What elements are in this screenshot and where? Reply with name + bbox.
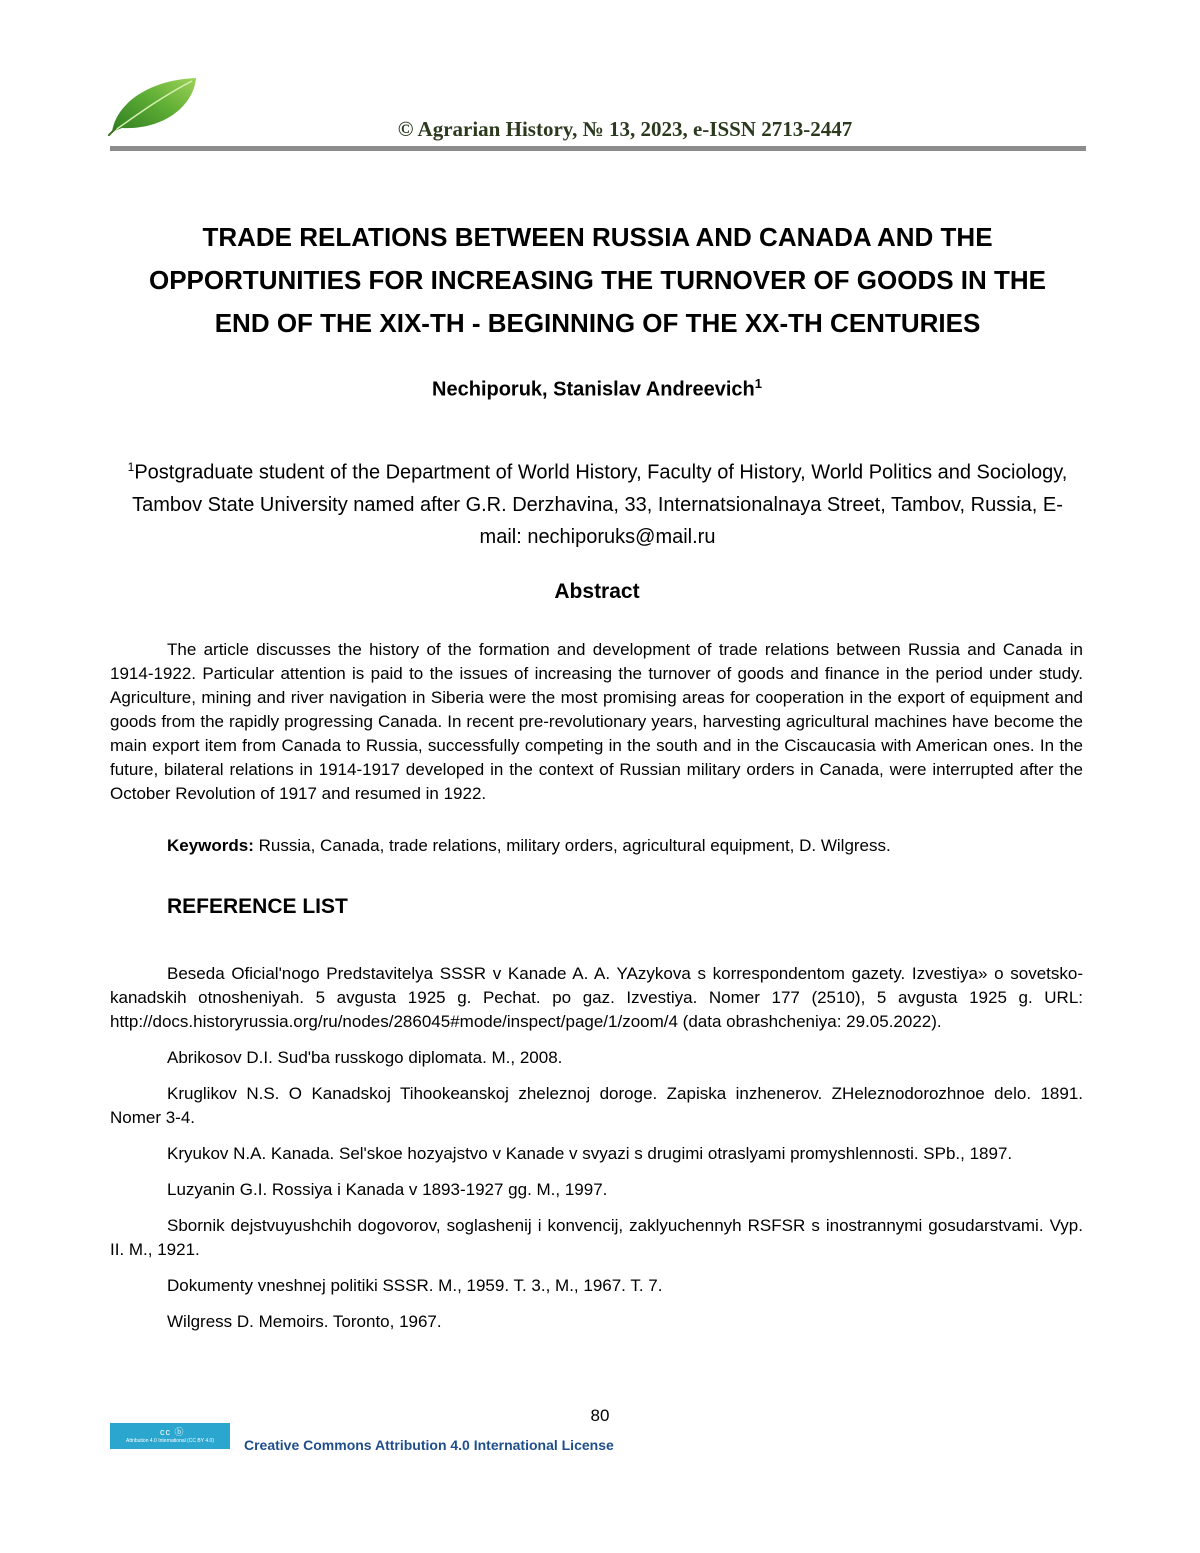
author-sup: 1 <box>754 376 762 391</box>
reference-heading: REFERENCE LIST <box>167 895 348 918</box>
affiliation-sup: 1 <box>127 460 135 474</box>
reference-item: Beseda Oficial'nogo Predstavitelya SSSR v Kanade A. A. YAzykova s korrespondentom gazety. Izvestiya» o sovetsko-kanadskih otnosheniyah. 5 avgusta 1925 g. Pechat. po gaz. Izvestiya. Nomer 177 (2510), 5 avgusta 1925 g. URL: http://docs.historyrussia.org/ru/nodes/286045#mode/inspect/page/1/zoom/4 (data obrashcheniya: 29.05.2022). <box>110 964 1083 1031</box>
reference-item: Dokumenty vneshnej politiki SSSR. M., 1959. T. 3., M., 1967. T. 7. <box>167 1276 663 1295</box>
title-line: OPPORTUNITIES FOR INCREASING THE TURNOVER OF GOODS IN THE <box>148 265 1047 295</box>
cc-license-badge[interactable] <box>110 1423 230 1449</box>
article-title <box>100 216 1095 345</box>
abstract-text: The article discusses the history of the formation and development of trade relations between Russia and Canada in 1914-1922. Particular attention is paid to the issues of increasing the turnover of goods and finance in the period under study. Agriculture, mining and river navigation in Siberia were the most promising areas for cooperation in the export of equipment and goods from the rapidly progressing Canada. In recent pre-revolutionary years, harvesting agricultural machines have become the main export item from Canada to Russia, successfully competing in the south and in the Ciscaucasia with American ones. In the future, bilateral relations in 1914-1917 developed in the context of Russian military orders in Canada, were interrupted after the October Revolution of 1917 and resumed in 1922. <box>110 640 1083 803</box>
author-name: Nechiporuk, Stanislav Andreevich <box>432 378 755 401</box>
reference-item: Luzyanin G.I. Rossiya i Kanada v 1893-1927 gg. M., 1997. <box>167 1180 608 1199</box>
title-line: END OF THE XIX-TH - BEGINNING OF THE XX-TH CENTURIES <box>214 308 981 338</box>
reference-item: Abrikosov D.I. Sud'ba russkogo diplomata. M., 2008. <box>167 1048 563 1067</box>
author <box>0 376 1194 402</box>
affiliation <box>120 451 1075 553</box>
reference-item: Wilgress D. Memoirs. Toronto, 1967. <box>167 1312 442 1331</box>
affiliation-text: Postgraduate student of the Department of World History, Faculty of History, World Politics and Sociology, Tambov State University named after G.R. Derzhavina, 33, Internatsionalnaya Street, Tambov, Russia, E-mail: nechiporuks@mail.ru <box>132 461 1068 548</box>
journal-header: © Agrarian History, № 13, 2023, e-ISSN 2713-2447 <box>397 117 853 141</box>
header-rule <box>110 146 1086 151</box>
reference-item: Sbornik dejstvuyushchih dogovorov, soglashenij i konvencij, zaklyuchennyh RSFSR s inostrannymi gosudarstvami. Vyp. II. M., 1921. <box>110 1216 1083 1259</box>
keywords <box>167 834 1083 858</box>
reference-list <box>110 962 1083 1346</box>
abstract-heading: Abstract <box>554 580 640 603</box>
keywords-label: Keywords: <box>167 836 254 855</box>
reference-item: Kruglikov N.S. O Kanadskoj Tihookeanskoj zheleznoj doroge. Zapiska inzhenerov. ZHeleznodorozhnoe delo. 1891. Nomer 3-4. <box>110 1084 1083 1127</box>
license-link[interactable]: Creative Commons Attribution 4.0 International License <box>244 1437 614 1453</box>
reference-item: Kryukov N.A. Kanada. Sel'skoe hozyajstvo v Kanade v svyazi s drugimi otraslyami promyshlennosti. SPb., 1897. <box>167 1144 1013 1163</box>
cc-badge-text: Attribution 4.0 International (CC BY 4.0) <box>125 1438 214 1444</box>
keywords-text: Russia, Canada, trade relations, military orders, agricultural equipment, D. Wilgress. <box>253 836 891 855</box>
title-line: TRADE RELATIONS BETWEEN RUSSIA AND CANADA AND THE <box>202 222 993 252</box>
page-number: 80 <box>590 1406 610 1425</box>
cc-by-icon: cc ⓑ <box>160 1427 185 1437</box>
